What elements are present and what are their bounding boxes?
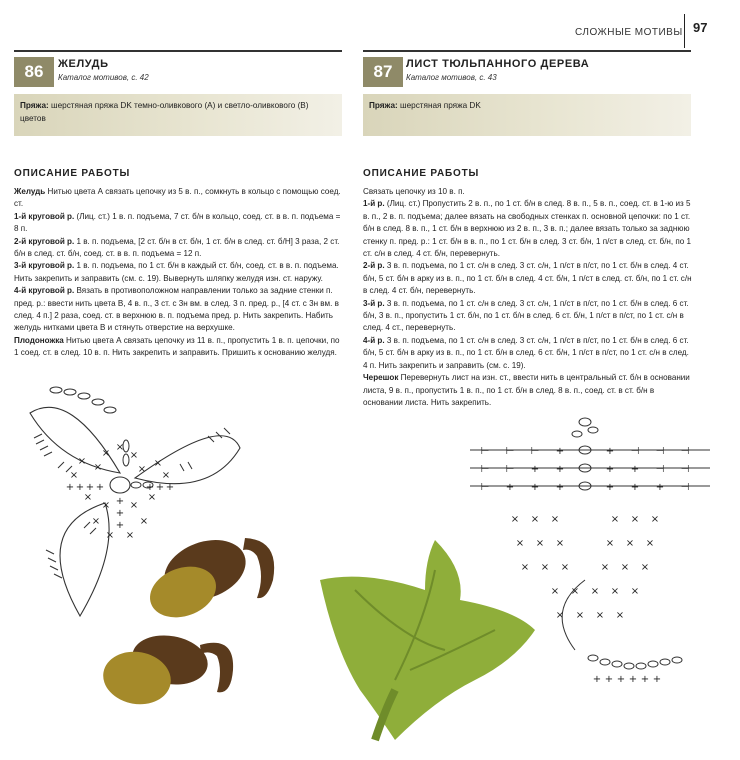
paragraph: Черешок Перевернуть лист на изн. ст., ввести нить в центральный ст. б/н в основании листа, 9 в. п., пропустить 1 в. п., по 1 ст. б/н в след. 8 в. п., соед. ст. в ст. б/н в основании листа. Нить закрепить. <box>363 373 690 407</box>
paragraph: 4-й р. 3 в. п. подъема, по 1 ст. с/н в след. 3 ст. с/н, 1 п/ст в п/ст, по 1 ст. б/н в след. 6 ст. б/н, 5 ст. б/н в арку из в. п., по 1 ст. б/н в след. 6 ст. б/н, 1 п/ст в п/ст, по 1 ст. с/н в след. 4 п. Нить закрепить и заправить (см. с. 19). <box>363 335 689 370</box>
yarn-box <box>14 94 342 136</box>
svg-text:×: × <box>129 450 139 461</box>
catalog-reference: Каталог мотивов, с. 43 <box>406 73 497 82</box>
svg-text:×: × <box>530 514 540 525</box>
svg-text:+: + <box>652 674 662 685</box>
svg-text:×: × <box>645 538 655 549</box>
paragraph: 3-й р. 3 в. п. подъема, по 1 ст. с/н в след. 3 ст. с/н, 1 п/ст в п/ст, по 1 ст. б/н в след. 6 ст. б/н, 3 в. п., пропустить 1 ст. б/н, по 1 ст. б/н в след. 6 ст. б/н, 1 п/ст в п/ст, по 1 ст. с/н в след. 4 ст., перевернуть. <box>363 298 689 333</box>
paragraph: 2-й р. 3 в. п. подъема, по 1 ст. с/н в след. 3 ст. с/н, 1 п/ст в п/ст, по 1 ст. б/н в след. 4 ст. б/н, 5 ст. б/н в арку из в. п., по 1 ст. б/н в след. 4 ст. б/н, 1 п/ст в след. ст. б/н, по 1 ст. с/н в след. 4 ст. б/н, перевернуть. <box>363 261 692 296</box>
svg-text:×: × <box>600 562 610 573</box>
svg-text:+: + <box>115 520 125 531</box>
svg-text:×: × <box>590 586 600 597</box>
running-title: СЛОЖНЫЕ МОТИВЫ <box>575 27 683 38</box>
svg-text:⊣: ⊣ <box>680 446 690 457</box>
svg-text:×: × <box>650 514 660 525</box>
pattern-number-badge: 87 <box>363 57 403 87</box>
paragraph: 2-й круговой р. 1 в. п. подъема, [2 ст. б/н в ст. б/н, 1 ст. б/н в след. ст. б/Н] 3 раза, 2 ст. б/н в след. ст. б/н, соед. ст. в в. п. подъема = 12 п. <box>14 236 340 259</box>
svg-text:+: + <box>115 508 125 519</box>
svg-text:×: × <box>535 538 545 549</box>
svg-text:×: × <box>550 586 560 597</box>
svg-text:⊣: ⊣ <box>655 464 665 475</box>
svg-text:×: × <box>125 530 135 541</box>
svg-text:×: × <box>137 464 147 475</box>
svg-text:×: × <box>510 514 520 525</box>
svg-text:+: + <box>155 482 165 493</box>
svg-text:×: × <box>91 516 101 527</box>
svg-text:×: × <box>129 500 139 511</box>
svg-text:×: × <box>93 462 103 473</box>
svg-text:+: + <box>630 464 640 475</box>
yarn-box <box>363 94 691 136</box>
svg-text:×: × <box>101 448 111 459</box>
instructions-left <box>14 186 344 360</box>
svg-text:+: + <box>555 464 565 475</box>
svg-text:×: × <box>105 530 115 541</box>
svg-text:×: × <box>161 470 171 481</box>
svg-text:⊢: ⊢ <box>530 446 540 457</box>
svg-text:×: × <box>615 610 625 621</box>
svg-text:×: × <box>595 610 605 621</box>
svg-text:+: + <box>145 482 155 493</box>
yarn-label: Пряжа: <box>369 101 398 110</box>
svg-text:+: + <box>85 482 95 493</box>
svg-text:×: × <box>515 538 525 549</box>
paragraph: Плодоножка Нитью цвета А связать цепочку из 11 в. п., пропустить 1 в. п. цепочки, по 1 соед. ст. в след. 10 в. п. Нить закрепить и заправить. Пришить к основанию желудя. <box>14 335 340 358</box>
svg-text:×: × <box>153 458 163 469</box>
svg-text:+: + <box>605 482 615 493</box>
svg-text:×: × <box>640 562 650 573</box>
svg-text:×: × <box>520 562 530 573</box>
svg-text:⊢: ⊢ <box>480 482 490 493</box>
acorn-photo <box>95 520 295 725</box>
section-heading: ОПИСАНИЕ РАБОТЫ <box>363 168 480 179</box>
svg-text:×: × <box>77 456 87 467</box>
svg-text:+: + <box>616 674 626 685</box>
svg-text:+: + <box>75 482 85 493</box>
instructions-right <box>363 186 693 409</box>
catalog-reference: Каталог мотивов, с. 42 <box>58 73 149 82</box>
pattern-title: ЖЕЛУДЬ <box>58 58 109 70</box>
svg-text:+: + <box>555 482 565 493</box>
svg-text:+: + <box>95 482 105 493</box>
svg-text:⊢: ⊢ <box>480 446 490 457</box>
svg-text:+: + <box>592 674 602 685</box>
paragraph: 3-й круговой р. 1 в. п. подъема, по 1 ст. б/н в каждый ст. б/н, соед. ст. в в. п. подъема. Нить закрепить и заправить (см. с. 19). Вывернуть шляпку желудя изн. ст. наружу. <box>14 261 339 283</box>
svg-text:×: × <box>83 492 93 503</box>
pattern-number-badge: 86 <box>14 57 54 87</box>
svg-text:+: + <box>555 446 565 457</box>
page-number: 97 <box>693 20 708 35</box>
svg-text:×: × <box>560 562 570 573</box>
svg-text:⊢: ⊢ <box>480 464 490 475</box>
svg-text:+: + <box>605 464 615 475</box>
svg-text:+: + <box>628 674 638 685</box>
svg-text:×: × <box>550 514 560 525</box>
paragraph: Связать цепочку из 10 в. п. <box>363 187 465 196</box>
yarn-label: Пряжа: <box>20 101 49 110</box>
svg-text:+: + <box>640 674 650 685</box>
svg-text:×: × <box>630 586 640 597</box>
paragraph: 4-й круговой р. Вязать в противоположном направлении только за задние стенки п. пред. р.: ввести нить цвета В, 4 в. п., 3 ст. с 3н вм. в след. 3 п. пред. р., [4 ст. с 3н вм. в след. 4 п.] 2 раза, соед. ст. в верхнюю в. п. подъема пред. р. Нить закрепить. Набить желудь нитками цвета В и стянуть отверстие на верхушке. <box>14 286 339 333</box>
svg-text:+: + <box>655 482 665 493</box>
svg-text:⊣: ⊣ <box>680 482 690 493</box>
svg-text:+: + <box>165 482 175 493</box>
svg-text:×: × <box>570 586 580 597</box>
section-heading: ОПИСАНИЕ РАБОТЫ <box>14 168 131 179</box>
svg-text:×: × <box>555 610 565 621</box>
yarn-text: шерстяная пряжа DK темно-оливкового (А) и светло-оливкового (В) цветов <box>20 101 309 123</box>
svg-text:×: × <box>605 538 615 549</box>
svg-text:⊣: ⊣ <box>680 464 690 475</box>
svg-text:+: + <box>605 446 615 457</box>
svg-text:×: × <box>610 586 620 597</box>
svg-text:×: × <box>625 538 635 549</box>
right-top-rule <box>363 50 691 52</box>
svg-text:×: × <box>575 610 585 621</box>
left-top-rule <box>14 50 342 52</box>
header-divider <box>684 14 685 48</box>
svg-text:+: + <box>530 482 540 493</box>
svg-text:+: + <box>530 464 540 475</box>
svg-text:×: × <box>69 470 79 481</box>
paragraph: Желудь Нитью цвета А связать цепочку из 5 в. п., сомкнуть в кольцо с помощью соед. ст. <box>14 187 341 209</box>
paragraph: 1-й р. (Лиц. ст.) Пропустить 2 в. п., по 1 ст. б/н в след. 8 в. п., 5 в. п., соед. ст. в 1-ю из 5 в. п., 2 в. п. подъема; далее вязать на свободных стенках п. основной цепочки: по 1 ст. б/н в след. 8 в. п., 1 ст. б/н в верхнюю из 2 в. п., 3 в. п.; далее вязать только за заднюю стенку п. пред. р.: 1 ст. б/н в в. п., по 1 ст. б/н в след. 3 ст. б/н, 1 п/ст в след. ст. б/н, по 1 ст. с/н в след. 4 ст. б/н, перевернуть. <box>363 199 692 259</box>
svg-text:×: × <box>139 516 149 527</box>
svg-text:+: + <box>65 482 75 493</box>
paragraph: 1-й круговой р. (Лиц. ст.) 1 в. п. подъема, 7 ст. б/н в кольцо, соед. ст. в в. п. подъема = 8 п. <box>14 211 341 234</box>
svg-text:+: + <box>604 674 614 685</box>
svg-text:×: × <box>540 562 550 573</box>
leaf-crochet-chart <box>465 410 715 695</box>
svg-text:×: × <box>101 500 111 511</box>
svg-text:⊢: ⊢ <box>505 446 515 457</box>
svg-text:⊣: ⊣ <box>630 446 640 457</box>
svg-text:+: + <box>115 496 125 507</box>
svg-text:+: + <box>630 482 640 493</box>
svg-text:×: × <box>115 442 125 453</box>
svg-text:×: × <box>147 492 157 503</box>
svg-text:×: × <box>630 514 640 525</box>
svg-text:×: × <box>610 514 620 525</box>
svg-text:+: + <box>505 482 515 493</box>
yarn-text: шерстяная пряжа DK <box>400 101 481 110</box>
svg-text:⊢: ⊢ <box>505 464 515 475</box>
svg-text:⊣: ⊣ <box>655 446 665 457</box>
svg-text:×: × <box>555 538 565 549</box>
svg-text:×: × <box>620 562 630 573</box>
pattern-title: ЛИСТ ТЮЛЬПАННОГО ДЕРЕВА <box>406 58 590 70</box>
